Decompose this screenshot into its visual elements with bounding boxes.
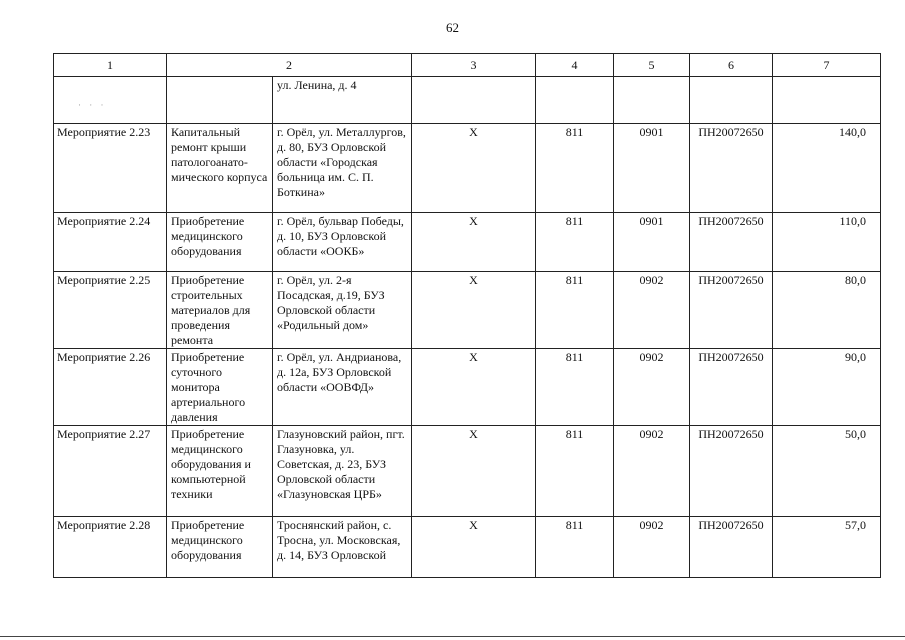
target-code-cell: ПН20072650 xyxy=(690,213,773,272)
description-cell xyxy=(167,77,273,124)
target-code-cell: ПН20072650 xyxy=(690,426,773,517)
scan-bottom-edge xyxy=(0,636,905,637)
amount-cell: 90,0 xyxy=(773,349,881,426)
target-code-cell: ПН20072650 xyxy=(690,517,773,578)
target-code-cell xyxy=(690,77,773,124)
column-header-6: 6 xyxy=(690,54,773,77)
mark-cell: Х xyxy=(412,517,536,578)
table-row xyxy=(54,517,881,578)
table-row xyxy=(54,426,881,517)
table-row xyxy=(54,213,881,272)
mark-cell xyxy=(412,77,536,124)
address-cell: ул. Ленина, д. 4 xyxy=(273,77,412,124)
column-header-5: 5 xyxy=(614,54,690,77)
section-cell: 0902 xyxy=(614,272,690,349)
address-cell: г. Орёл, ул. Металлургов, д. 80, БУЗ Орловской области «Городская больница им. С. П. Боткина» xyxy=(273,124,412,213)
mark-cell: Х xyxy=(412,124,536,213)
section-cell xyxy=(614,77,690,124)
event-cell: Мероприятие 2.26 xyxy=(54,349,167,426)
target-code-cell: ПН20072650 xyxy=(690,349,773,426)
amount-cell: 50,0 xyxy=(773,426,881,517)
code-cell: 811 xyxy=(536,272,614,349)
mark-cell: Х xyxy=(412,426,536,517)
address-cell: г. Орёл, бульвар Победы, д. 10, БУЗ Орловской области «ООКБ» xyxy=(273,213,412,272)
column-header-3: 3 xyxy=(412,54,536,77)
code-cell: 811 xyxy=(536,426,614,517)
code-cell xyxy=(536,77,614,124)
column-header-7: 7 xyxy=(773,54,881,77)
budget-table xyxy=(53,53,881,578)
column-header-4: 4 xyxy=(536,54,614,77)
address-cell: Глазуновский район, пгт. Глазуновка, ул. Советская, д. 23, БУЗ Орловской области «Глазуновская ЦРБ» xyxy=(273,426,412,517)
table-row xyxy=(54,349,881,426)
description-cell: Приобретение медицинского оборудования и компьютерной техники xyxy=(167,426,273,517)
description-cell: Приобретение медицинского оборудования xyxy=(167,213,273,272)
target-code-cell: ПН20072650 xyxy=(690,272,773,349)
amount-cell: 80,0 xyxy=(773,272,881,349)
mark-cell: Х xyxy=(412,349,536,426)
event-cell: Мероприятие 2.23 xyxy=(54,124,167,213)
event-cell: Мероприятие 2.24 xyxy=(54,213,167,272)
description-cell: Приобретение суточного монитора артериального давления xyxy=(167,349,273,426)
code-cell: 811 xyxy=(536,517,614,578)
section-cell: 0902 xyxy=(614,517,690,578)
description-cell: Приобретение медицинского оборудования xyxy=(167,517,273,578)
code-cell: 811 xyxy=(536,213,614,272)
header-row xyxy=(54,54,881,77)
section-cell: 0902 xyxy=(614,426,690,517)
mark-cell: Х xyxy=(412,272,536,349)
column-header-2: 2 xyxy=(167,54,412,77)
section-cell: 0902 xyxy=(614,349,690,426)
target-code-cell: ПН20072650 xyxy=(690,124,773,213)
table-row xyxy=(54,124,881,213)
page-number: 62 xyxy=(446,20,459,35)
address-cell: Троснянский район, с. Тросна, ул. Московская, д. 14, БУЗ Орловской xyxy=(273,517,412,578)
address-cell: г. Орёл, ул. Андрианова, д. 12а, БУЗ Орловской области «ООВФД» xyxy=(273,349,412,426)
event-cell: Мероприятие 2.28 xyxy=(54,517,167,578)
table-row xyxy=(54,77,881,124)
amount-cell: 140,0 xyxy=(773,124,881,213)
description-cell: Капитальный ремонт крыши патологоанато-мического корпуса xyxy=(167,124,273,213)
event-cell: Мероприятие 2.27 xyxy=(54,426,167,517)
code-cell: 811 xyxy=(536,124,614,213)
section-cell: 0901 xyxy=(614,124,690,213)
scan-noise-marks: · · · xyxy=(78,100,107,110)
description-cell: Приобретение строительных материалов для проведения ремонта xyxy=(167,272,273,349)
address-cell: г. Орёл, ул. 2-я Посадская, д.19, БУЗ Орловской области «Родильный дом» xyxy=(273,272,412,349)
event-cell xyxy=(54,77,167,124)
section-cell: 0901 xyxy=(614,213,690,272)
mark-cell: Х xyxy=(412,213,536,272)
column-header-1: 1 xyxy=(54,54,167,77)
amount-cell xyxy=(773,77,881,124)
code-cell: 811 xyxy=(536,349,614,426)
event-cell: Мероприятие 2.25 xyxy=(54,272,167,349)
amount-cell: 57,0 xyxy=(773,517,881,578)
table-row xyxy=(54,272,881,349)
amount-cell: 110,0 xyxy=(773,213,881,272)
